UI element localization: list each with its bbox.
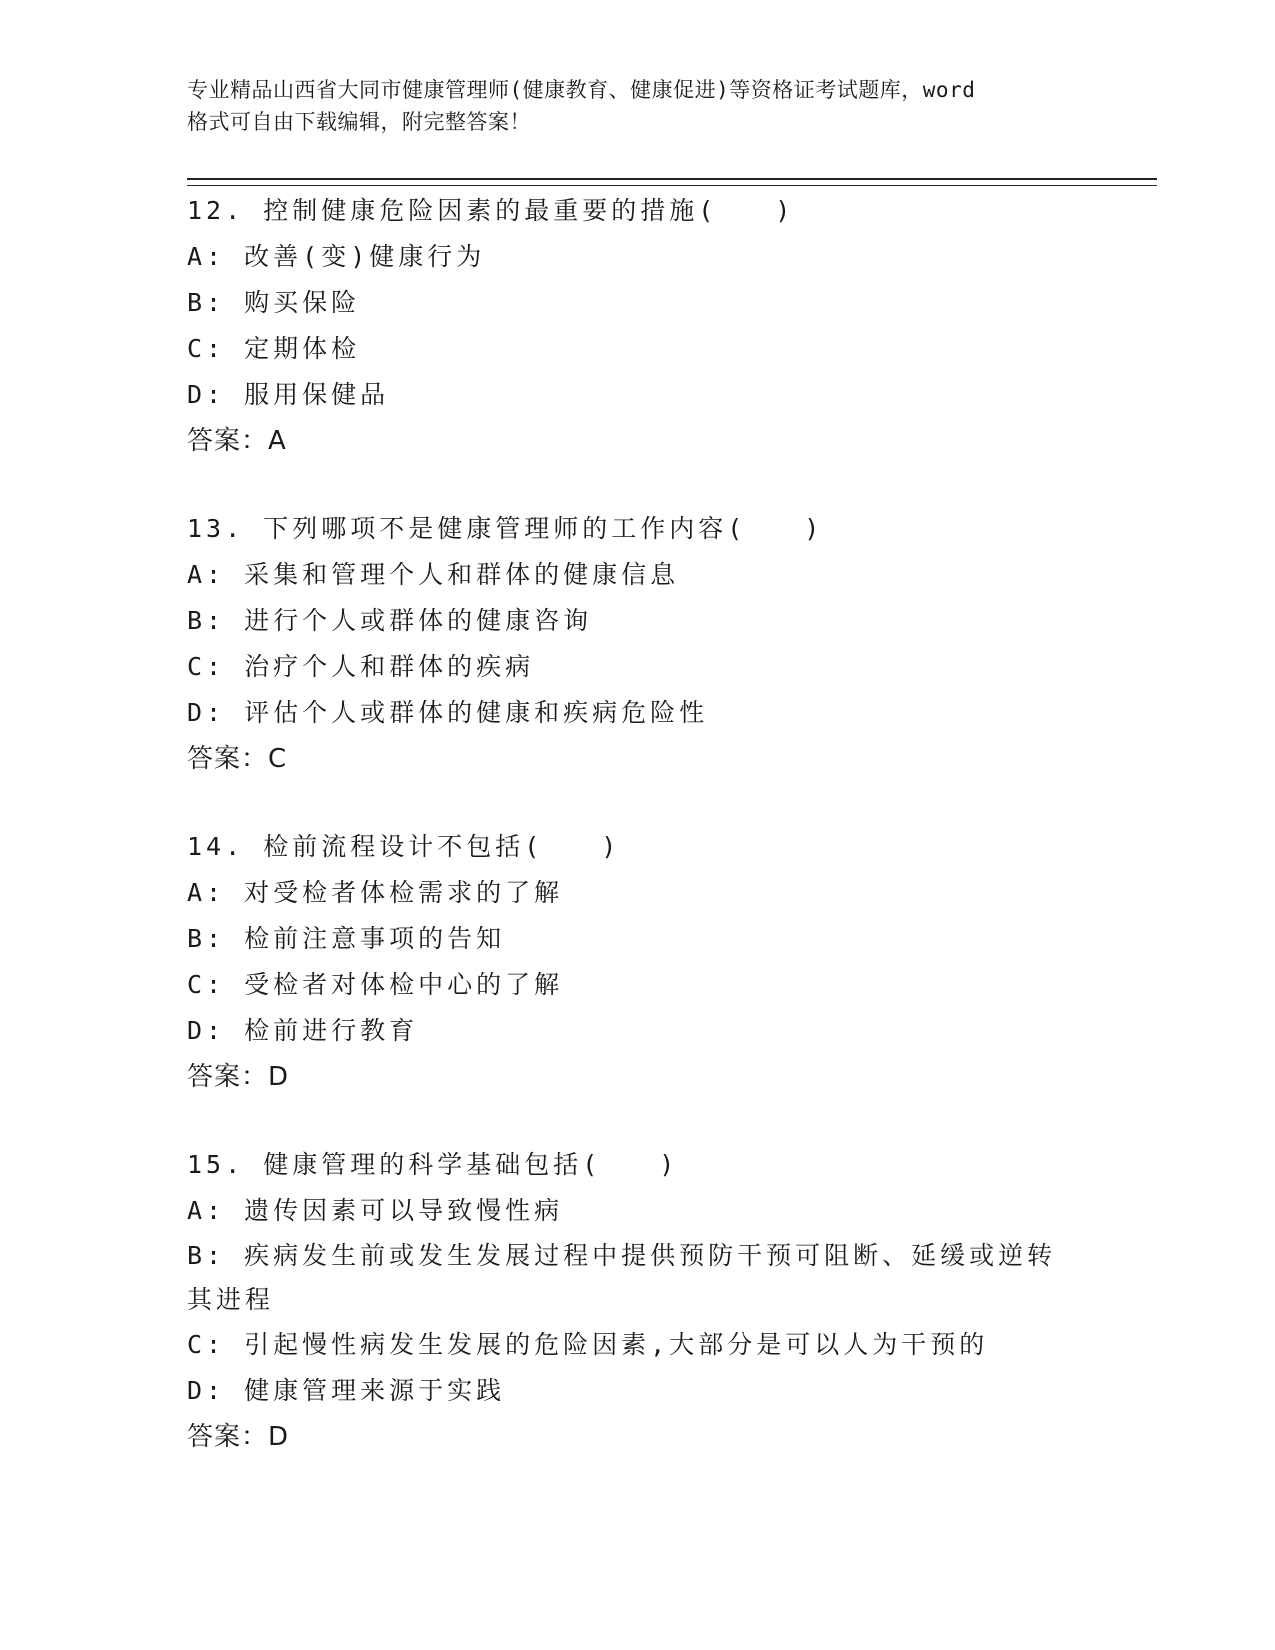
option-b: B: 购买保险 [187, 288, 361, 317]
option-a: A: 遗传因素可以导致慢性病 [187, 1196, 564, 1225]
answer: 答案：A [187, 426, 287, 456]
question-stem: 13. 下列哪项不是健康管理师的工作内容( ) [187, 514, 824, 543]
option-a: A: 采集和管理个人和群体的健康信息 [187, 560, 680, 589]
option-c: C: 治疗个人和群体的疾病 [187, 652, 535, 681]
header-line-1: 专业精品山西省大同市健康管理师(健康教育、健康促进)等资格证考试题库，word [187, 78, 976, 102]
answer: 答案：D [187, 1062, 290, 1092]
option-d: D: 健康管理来源于实践 [187, 1376, 506, 1405]
option-a: A: 改善(变)健康行为 [187, 242, 486, 271]
question-15 [187, 1142, 1087, 1460]
option-d: D: 评估个人或群体的健康和疾病危险性 [187, 698, 709, 727]
option-b: B: 疾病发生前或发生发展过程中提供预防干预可阻断、延缓或逆转其进程 [187, 1241, 1057, 1314]
answer: 答案：C [187, 744, 288, 774]
option-b: B: 检前注意事项的告知 [187, 924, 506, 953]
question-14 [187, 824, 1087, 1100]
option-b: B: 进行个人或群体的健康咨询 [187, 606, 593, 635]
option-a: A: 对受检者体检需求的了解 [187, 878, 564, 907]
question-stem: 12. 控制健康危险因素的最重要的措施( ) [187, 196, 795, 225]
option-c: C: 受检者对体检中心的了解 [187, 970, 564, 999]
question-13 [187, 506, 1087, 782]
question-12 [187, 188, 1087, 464]
header-divider [187, 178, 1157, 186]
header-line-2: 格式可自由下载编辑，附完整答案！ [187, 110, 531, 134]
option-d: D: 服用保健品 [187, 380, 390, 409]
question-stem: 15. 健康管理的科学基础包括( ) [187, 1150, 679, 1179]
option-d: D: 检前进行教育 [187, 1016, 419, 1045]
answer: 答案：D [187, 1422, 290, 1452]
question-stem: 14. 检前流程设计不包括( ) [187, 832, 621, 861]
document-header [187, 74, 1087, 138]
option-c: C: 引起慢性病发生发展的危险因素,大部分是可以人为干预的 [187, 1330, 989, 1359]
option-c: C: 定期体检 [187, 334, 361, 363]
